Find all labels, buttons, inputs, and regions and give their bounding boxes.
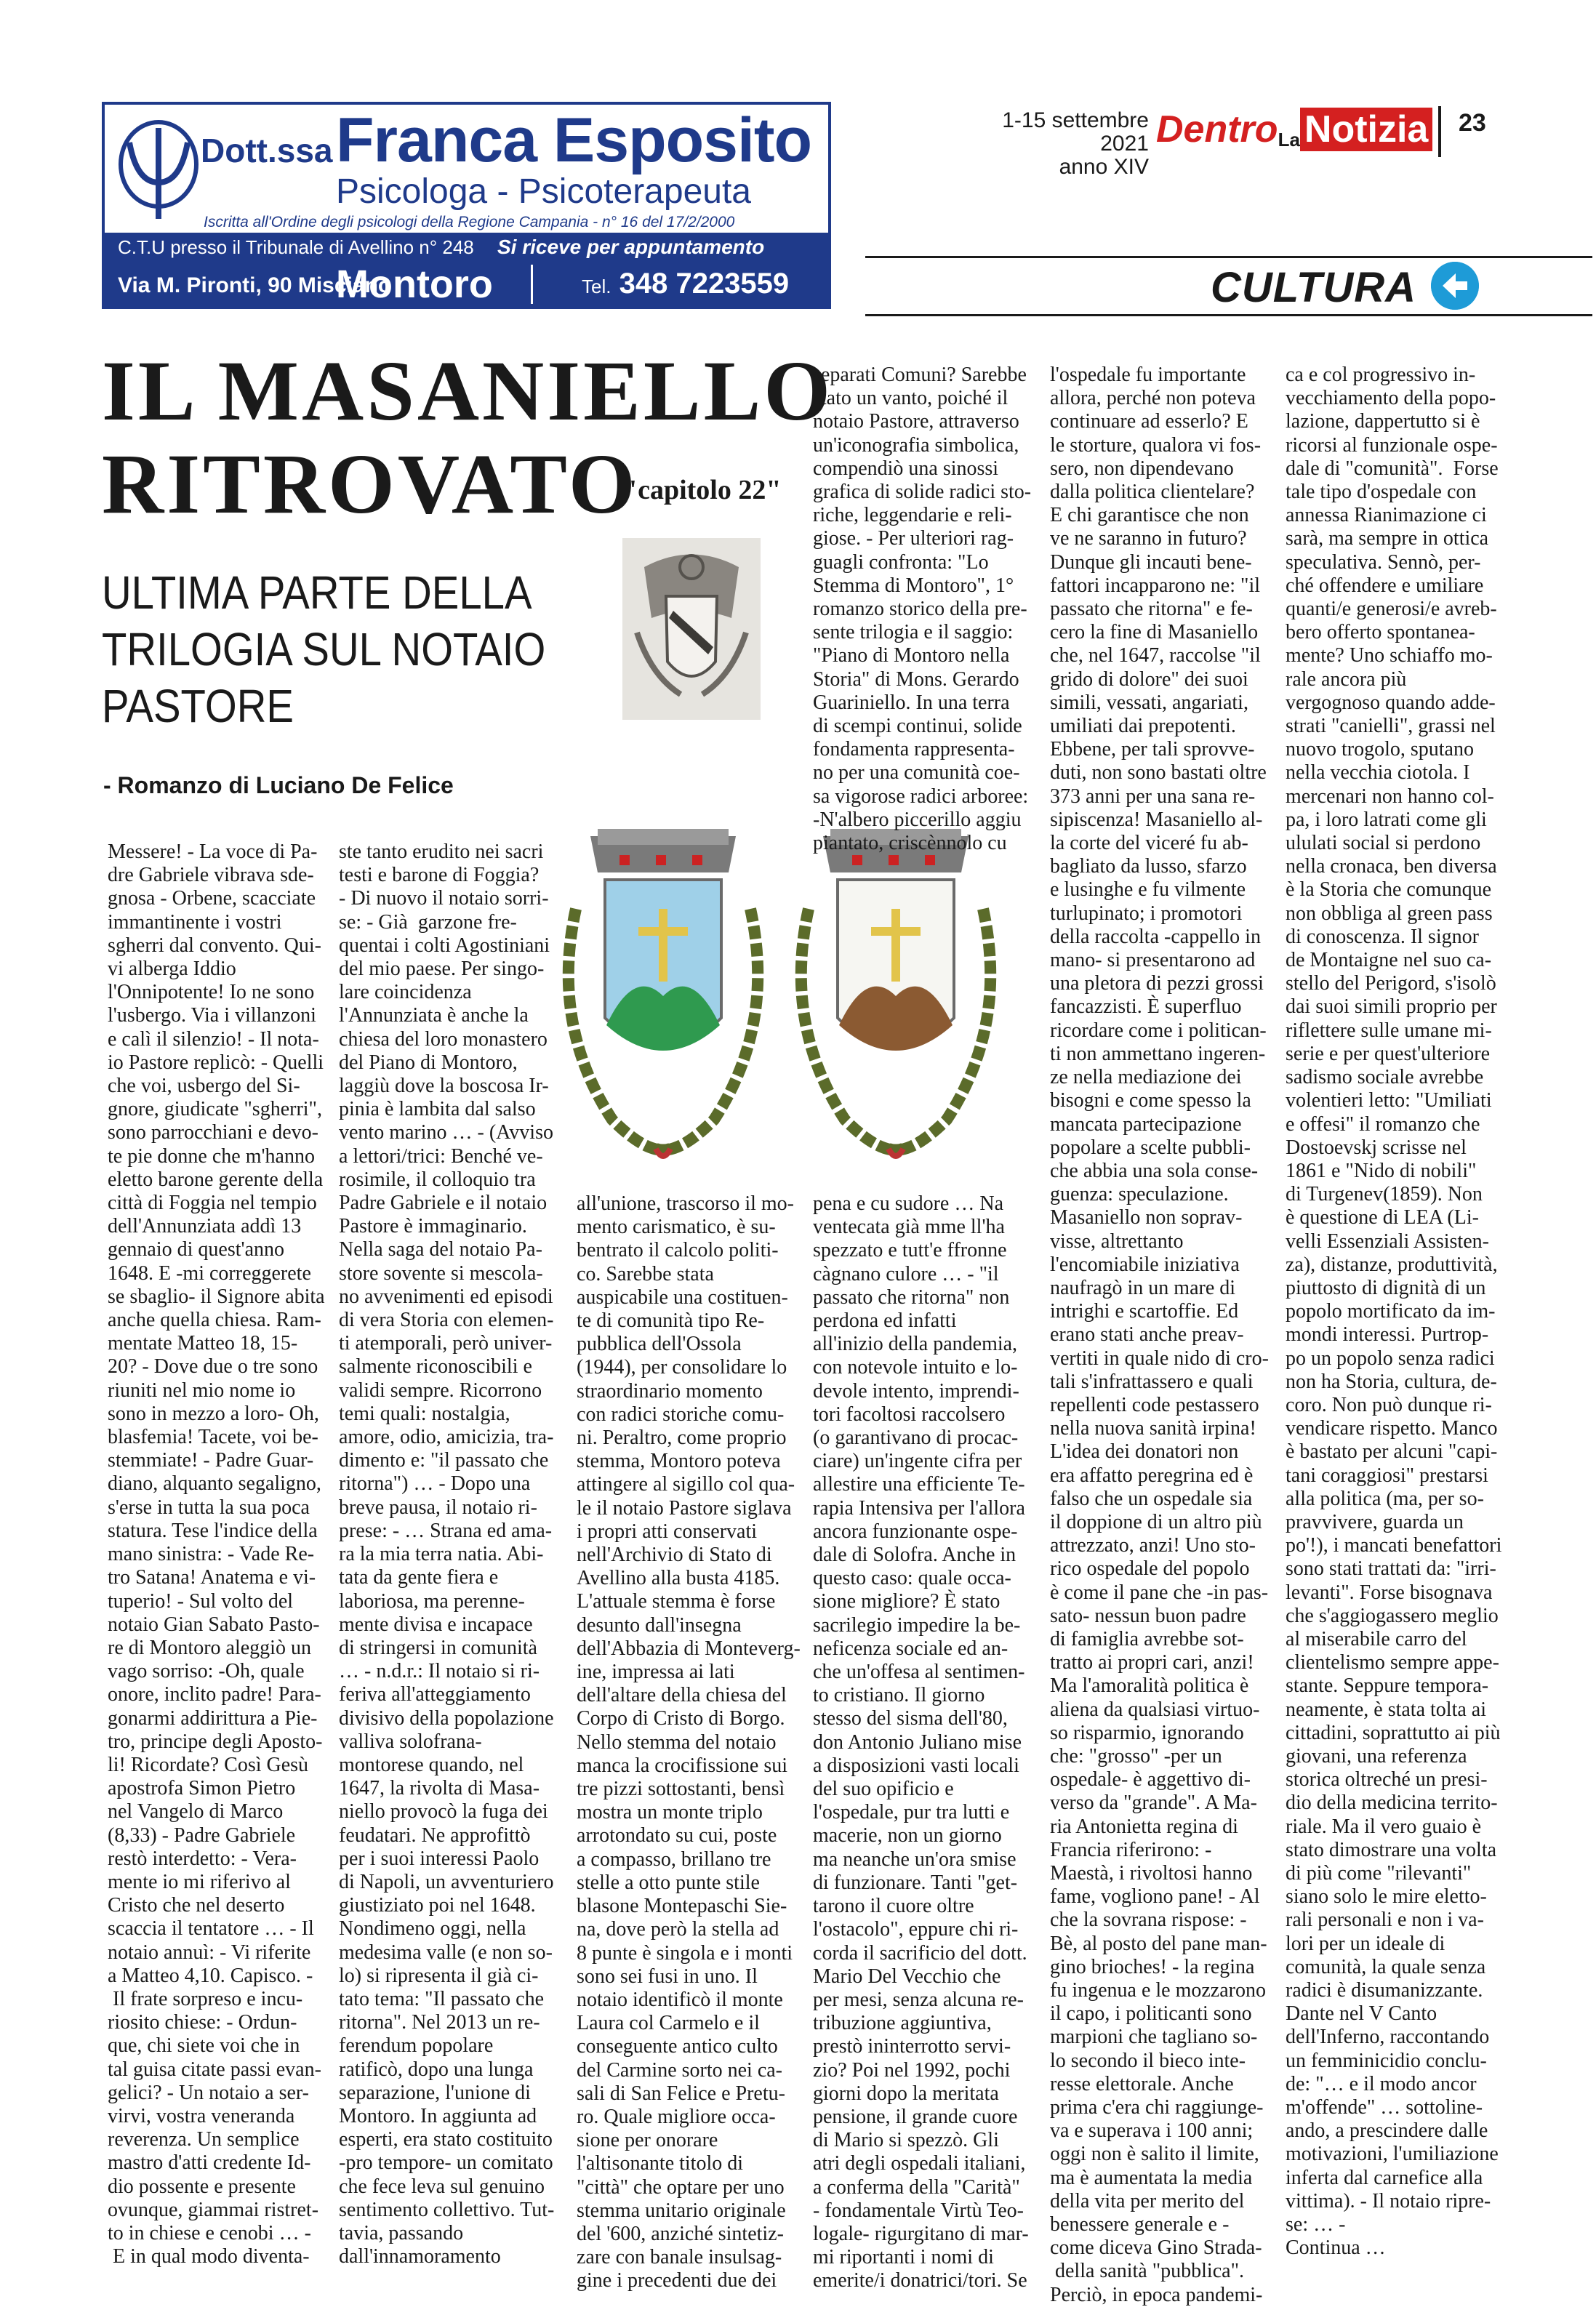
advertisement-box — [102, 102, 831, 309]
ad-name: Franca Esposito — [336, 105, 812, 175]
heraldic-engraving-image — [622, 538, 761, 720]
article-title-line1: IL MASANIELLO — [102, 343, 834, 438]
logo-notizia: Notizia — [1300, 108, 1432, 151]
article-column-1: Messere! - La voce di Pa- dre Gabriele vibrava sde- gnosa - Orbene, scacciate immantinente i vostri sgherri dal convento. Qui- vi alberga Iddio l'Onnipotente! Io ne sono l'usbergo. Via i villanzoni e calì il silenzio! - Il nota- io Pastore replicò: - Quelli che voi, usbergo del Si- gnore, giudicate "sgherri", sono parrocchiani e devo- te pie donne che m'hanno eletto barone gerente della città di Foggia nel tempio dell'Annunziata addì 13 gennaio di quest'anno 1648. E -mi correggerete se sbaglio- il Signore abita anche quella chiesa. Ram- mentate Matteo 18, 15- 20? - Dove due o tre sono riuniti nel mio nome io sono in mezzo a loro- Oh, blasfemia! Tacete, voi be- stemmiate! - Padre Guar- diano, alquanto segaligno, s'erse in tutta la sua poca statura. Tese l'indice della mano sinistra: - Vade Re- tro Satana! Anatema e vi- tuperio! - Sul volto del notaio Gian Sabato Pasto- re di Montoro aleggiò un vago sorriso: -Oh, quale onore, inclito padre! Para- gonarmi addirittura a Pie- tro, principe degli Aposto- li! Ricordate? Così Gesù apostrofa Simon Pietro nel Vangelo di Marco (8,33) - Padre Gabriele restò interdetto: - Vera- mente io mi riferivo al Cristo che nel deserto scaccia il tentatore … - Il notaio annuì: - Vi riferite a Matteo 4,10. Capisco. - Il frate sorpreso e incu- riosito chiese: - Ordun- que, chi siete voi che in tal guisa citate passi evan- gelici? - Un notaio a ser- virvi, vostra veneranda reverenza. Un semplice mastro d'atti credente Id- dio possente e presente ovunque, giammai ristret- to in chiese e cenobi … - E in qual modo diventa- — [108, 840, 325, 2268]
section-rule-bottom — [865, 314, 1592, 316]
section-rule-top — [865, 256, 1592, 258]
issue-date — [960, 109, 1149, 179]
arrow-left-circle-icon — [1431, 262, 1479, 310]
issue-year: anno XIV — [1059, 155, 1149, 179]
ad-phone-number: 348 7223559 — [619, 268, 790, 300]
issue-date-text: 1-15 settembre 2021 — [1002, 108, 1149, 156]
coats-of-arms-image — [547, 807, 998, 1185]
page-number: 23 — [1459, 109, 1486, 137]
article-column-5: l'ospedale fu importante allora, perché non poteva continuare ad esserlo? E le storture, qualora vi fos- sero, non dipendevano dalla politica clientelare? E chi garantisce che non ve ne saranno in futuro? Dunque gli incauti bene- fattori incapparono ne: "il passato che ritorna" e fe- cero la fine di Masaniello che, nel 1647, raccolse "il grido di dolore" dei suoi simili, vessati, angariati, umiliati dai prepotenti. Ebbene, per tali sprovve- duti, non sono bastati oltre 373 anni per una sana re- sipiscenza! Masaniello al- la corte del viceré fu ab- bagliato da lusso, sfarzo e lusinghe e fu vilmente turlupinato; i promotori della raccolta -cappello in mano- si presentarono ad una pletora di pezzi grossi fancazzisti. È superfluo ricordare come i politican- ti non ammettano ingeren- ze nella mediazione dei bisogni e come spesso la mancata partecipazione popolare a scelte pubbli- che abbia una sola conse- guenza: speculazione. Masaniello non soprav- visse, altrettanto l'encomiabile iniziativa naufragò in un mare di intrighi e scartoffie. Ed erano stati anche preav- vertiti in quale nido di cro- tali s'infrattassero e quali repellenti code pestassero nella nuova sanità irpina! L'idea dei donatori non era affatto peregrina ed è falso che un ospedale sia il doppione di un altro più attrezzato, anzi! Uno sto- rico ospedale del popolo è come il pane che -in pas- sato- nessun buon padre di famiglia avrebbe sot- tratto ai propri cari, anzi! Ma l'amoralità politica è aliena da qualsiasi virtuo- so risparmio, ignorando che: "grosso" -per un ospedale- è aggettivo di- verso da "grande". A Ma- ria Antonietta regina di Francia riferirono: - Maestà, i rivoltosi hanno fame, vogliono pane! - Al che la sovrana rispose: - Bè, al posto del pane man- gino brioches! - la regina fu ingenua e le mozzarono il capo, i politicanti sono marpioni che tagliano so- lo secondo il bieco inte- resse elettorale. Anche prima c'era chi raggiunge- va e superava i 100 anni; oggi non è salito il limite, ma è aumentata la media della vita per merito del benessere generale e - come diceva Gino Strada- della sanità "pubblica". Perciò, in epoca pandemi- — [1050, 364, 1269, 2306]
ad-address: Via M. Pironti, 90 Misciano — [118, 273, 392, 297]
ad-phone-prefix: Tel. — [582, 276, 611, 297]
logo-dentro: Dentro — [1156, 108, 1278, 151]
ad-ctu: C.T.U presso il Tribunale di Avellino n° 248 — [118, 236, 474, 258]
article-subtitle: ULTIMA PARTE DELLA TRILOGIA SUL NOTAIO PASTORE — [102, 566, 546, 732]
article-column-4-top: separati Comuni? Sarebbe stato un vanto, poiché il notaio Pastore, attraverso un'iconografia simbolica, compendiò una sinossi grafica di solide radici sto- riche, leggendarie e reli- giose. - Per ulteriori rag- guagli confronta: "Lo Stemma di Montoro", 1° romanzo storico della pre- sente trilogia e il saggio: "Piano di Montoro nella Storia" di Mons. Gerardo Guariniello. In una terra di scempi continui, solide fondamenta rappresenta- no per una comunità coe- sa vigorose radici arboree: -N'albero piccerillo aggiu piantato, criscènnolo cu — [813, 364, 1032, 855]
ad-city: Montoro — [336, 262, 493, 306]
article-title-line2: RITROVATO — [102, 436, 638, 531]
psychology-logo-icon — [115, 113, 202, 222]
ad-title-prefix: Dott.ssa — [201, 132, 333, 169]
newspaper-logo — [1156, 108, 1432, 151]
coat-of-arms-green-icon — [569, 829, 758, 1156]
chapter-label: "capitolo 22" — [622, 475, 782, 505]
byline: - Romanzo di Luciano De Felice — [103, 772, 454, 798]
ad-registration: Iscritta all'Ordine degli psicologi della Regione Campania - n° 16 del 17/2/2000 — [204, 214, 735, 230]
ad-profession: Psicologa - Psicoterapeuta — [336, 172, 751, 211]
article-column-3: all'unione, trascorso il mo- mento carismatico, è su- bentrato il calcolo politi- co. Sarebbe stata auspicabile una costituen- te di comunità tipo Re- pubblica dell'Ossola (1944), per consolidare lo straordinario momento con radici storiche comu- ni. Peraltro, come proprio stemma, Montoro poteva attingere al sigillo col qua- le il notaio Pastore siglava i propri atti conservati nell'Archivio di Stato di Avellino alla busta 4185. L'attuale stemma è forse desunto dall'insegna dell'Abbazia di Monteverg- ine, impressa ai lati dell'altare della chiesa del Corpo di Cristo di Borgo. Nello stemma del notaio manca la crocifissione sui tre pizzi sottostanti, bensì mostra un monte triplo arrotondato su cui, poste a compasso, brillano tre stelle a otto punte stile blasone Montepaschi Sie- na, dove però la stella ad 8 punte è singola e i monti sono sei fusi in uno. Il notaio identificò il monte Laura col Carmelo e il conseguente antico culto del Carmine sorto nei ca- sali di San Felice e Pretu- ro. Quale migliore occa- sione per onorare l'altisonante titolo di "città" che optare per uno stemma unitario originale del '600, anziché sintetiz- zare con banale insulsag- gine i precedenti due dei — [577, 1192, 801, 2292]
logo-la: La — [1278, 129, 1300, 151]
article-column-2: ste tanto erudito nei sacri testi e barone di Foggia? - Di nuovo il notaio sorri- se: - Già garzone fre- quentai i colti Agostiniani del mio paese. Per singo- lare coincidenza l'Annunziata è anche la chiesa del loro monastero del Piano di Montoro, laggiù dove la boscosa Ir- pinia è lambita dal salso vento marino … - (Avviso a lettori/trici: Benché ve- rosimile, il colloquio tra Padre Gabriele e il notaio Pastore è immaginario. Nella saga del notaio Pa- store sovente si mescola- no avvenimenti ed episodi di vera Storia con elemen- ti atemporali, però univer- salmente riconoscibili e validi sempre. Ricorrono temi quali: nostalgia, amore, odio, amicizia, tra- dimento e: "il passato che ritorna") … - Dopo una breve pausa, il notaio ri- prese: - … Strana ed ama- ra la mia terra natia. Abi- tata da gente fiera e laboriosa, ma perenne- mente divisa e incapace di stringersi in comunità … - n.d.r.: Il notaio si ri- feriva all'atteggiamento divisivo della popolazione valliva solofrana- montorese quando, nel 1647, la rivolta di Masa- niello provocò la fuga dei feudatari. Ne approfittò per i suoi interessi Paolo di Napoli, un avventuriero giustiziato poi nel 1648. Nondimeno oggi, nella medesima valle (e non so- lo) si ripresenta il già ci- tato tema: "Il passato che ritorna". Nel 2013 un re- ferendum popolare ratificò, dopo una lunga separazione, l'unione di Montoro. In aggiunta ad esperti, era stato costituito -pro tempore- un comitato che fece leva sul genuino sentimento collettivo. Tut- tavia, passando dall'innamoramento — [339, 840, 555, 2268]
section-label: CULTURA — [1211, 264, 1416, 311]
article-column-4-bottom: pena e cu sudore … Na ventecata già mme ll'ha spezzato e tutt'e ffronne càgnano culore … - "il passato che ritorna" non perdona ed infatti all'inizio della pandemia, con notevole intuito e lo- devole intento, imprendi- tori facoltosi raccolsero (o garantivano di procac- ciare) un'ingente cifra per allestire una efficiente Te- rapia Intensiva per l'allora ancora funzionante ospe- dale di Solofra. Anche in questo caso: quale occa- sione migliore? È stato sacrilegio impedire la be- neficenza sociale ed an- che un'offesa al sentimen- to cristiano. Il giorno stesso del sisma dell'80, don Antonio Juliano mise a disposizioni vasti locali del suo opificio e l'ospedale, pur tra lutti e macerie, non un giorno ma neanche un'ora smise di funzionare. Tanti "get- tarono il cuore oltre l'ostacolo", eppure chi ri- corda il sacrificio del dott. Mario Del Vecchio che per mesi, senza alcuna re- tribuzione aggiuntiva, prestò ininterrotto servi- zio? Poi nel 1992, pochi giorni dopo la meritata pensione, il grande cuore di Mario si spezzò. Gli atri degli ospedali italiani, a conferma della "Carità" - fondamentale Virtù Teo- logale- rigurgitano di mar- mi riportanti i nomi di emerite/i donatrici/tori. Se — [813, 1192, 1029, 2292]
ad-phone — [582, 268, 789, 300]
ad-divider — [531, 265, 533, 304]
article-column-6: ca e col progressivo in- vecchiamento della popo- lazione, dappertutto si è ricorsi al funzionale ospe- dale di "comunità". Forse tale tipo d'ospedale con annessa Rianimazione ci sarà, ma sempre in ottica speculativa. Sennò, per- ché offendere e umiliare quanti/e generosi/e avreb- bero offerto spontanea- mente? Uno schiaffo mo- rale ancora più vergognoso quando adde- strati "canielli", grassi nel nuovo trogolo, sputano nella vecchia ciotola. I mercenari non hanno col- pa, i loro latrati come gli ululati social si perdono nella cronaca, ben diversa è la Storia che comunque non obbliga al green pass di conoscenza. Il signor de Montaigne nel suo ca- stello del Perigord, s'isolò dai suoi simili proprio per riflettere sulle umane mi- serie e per quest'ulteriore sadismo sociale avrebbe volentieri letto: "Umiliati e offesi" il romanzo che Dostoevskj scrisse nel 1861 e "Nido di nobili" di Turgenev(1859). Non è questione di LEA (Li- velli Essenziali Assisten- za), distanze, produttività, piuttosto di dignità di un popolo mortificato da im- mondi interessi. Purtrop- po un popolo senza radici non ha Storia, cultura, de- coro. Non può dunque ri- vendicare rispetto. Manco è bastato per alcuni "capi- tani coraggiosi" prestarsi alla politica (ma, per so- pravvivere, guarda un po'!), i mancati benefattori sono stati trattati da: "irri- levanti". Forse bisognava che s'aggiogassero meglio al miserabile carro del clientelismo sempre appe- stante. Seppure tempora- neamente, è stata tolta ai cittadini, soprattutto ai più giovani, una referenza storica oltreché un presi- dio della medicina territo- riale. Ma il vero guaio è stato dimostrare una volta di più come "rilevanti" siano solo le mire eletto- rali personali e non i va- lori per un ideale di comunità, la quale senza radici è disumanizzante. Dante nel V Canto dell'Inferno, raccontando un femminicidio conclu- de: "… e il modo ancor m'offende" … sottoline- ando, a prescindere dalle motivazioni, l'umiliazione inferta dal carnefice alla vittima). - Il notaio ripre- se: … - Continua … — [1286, 364, 1502, 2260]
ad-contact-bar — [105, 233, 828, 308]
ad-appointment: Si riceve per appuntamento — [497, 236, 765, 258]
coat-of-arms-brown-icon — [801, 829, 990, 1156]
masthead-divider — [1438, 106, 1441, 157]
